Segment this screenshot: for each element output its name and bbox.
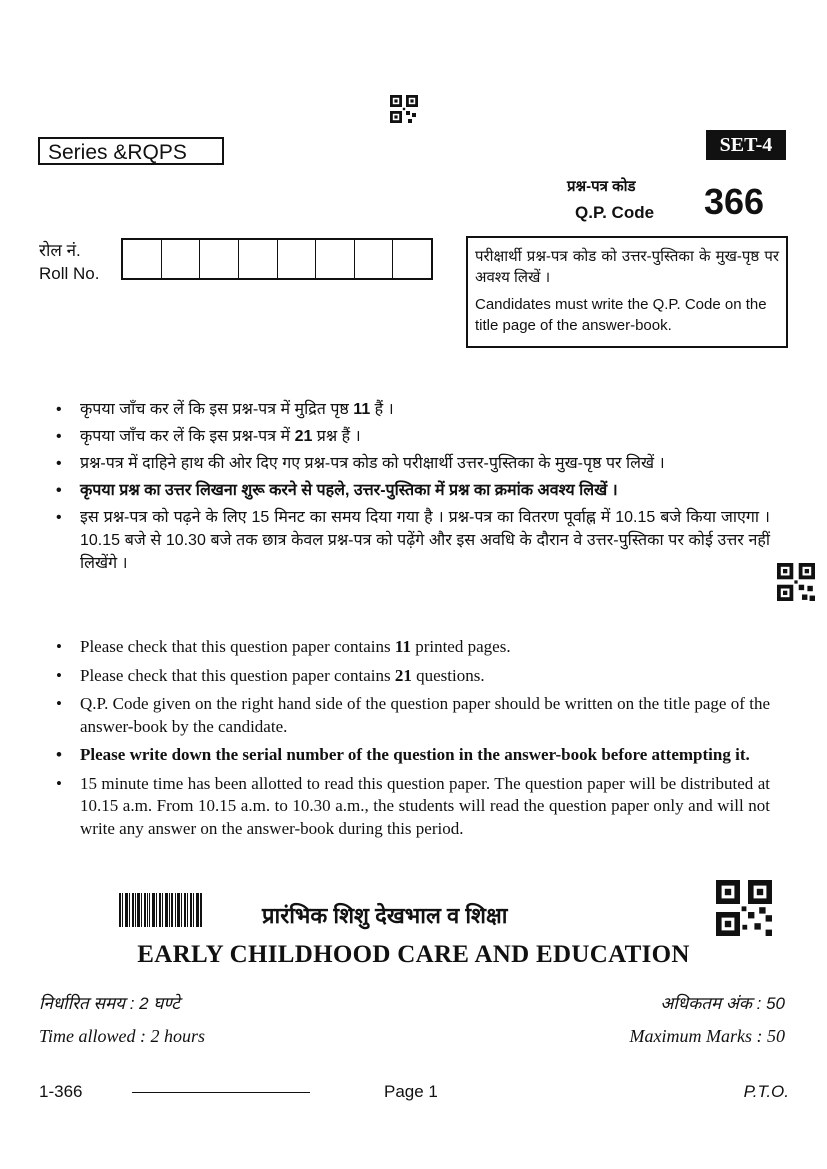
roll-box[interactable] — [316, 240, 355, 278]
footer-paper-code: 1-366 — [39, 1082, 83, 1101]
instruction-item: • कृपया प्रश्न का उत्तर लिखना शुरू करने से पहले, उत्तर-पुस्तिका में प्रश्न का क्रमांक अवश्य लिखें । — [52, 479, 770, 502]
roll-box[interactable] — [278, 240, 317, 278]
subject-title-english: EARLY CHILDHOOD CARE AND EDUCATION — [137, 941, 690, 968]
maximum-marks-hindi: अधिकतम अंक : 50 — [660, 994, 785, 1013]
instructions-english — [52, 636, 770, 846]
instruction-item: • इस प्रश्न-पत्र को पढ़ने के लिए 15 मिनट का समय दिया गया है । प्रश्न-पत्र का वितरण पूर्वाह्न में 10.15 बजे किया जाएगा । 10.15 बजे से 10.30 बजे तक छात्र केवल प्रश्न-पत्र को पढ़ेंगे और इस अवधि के दौरान वे उत्तर-पुस्तिका पर कोई उत्तर नहीं लिखेंगे । — [52, 506, 770, 575]
roll-box[interactable] — [239, 240, 278, 278]
roll-box[interactable] — [123, 240, 162, 278]
qr-code-top — [390, 95, 418, 123]
set-badge: SET-4 — [706, 130, 786, 160]
instruction-item: • कृपया जाँच कर लें कि इस प्रश्न-पत्र में 21 प्रश्न हैं । — [52, 425, 770, 448]
roll-box[interactable] — [162, 240, 201, 278]
roll-label-english: Roll No. — [39, 264, 100, 283]
maximum-marks-english: Maximum Marks : 50 — [629, 1026, 785, 1046]
instructions-hindi — [52, 398, 770, 579]
qp-code-number: 366 — [704, 181, 765, 222]
roll-box[interactable] — [355, 240, 394, 278]
instruction-item: • Please write down the serial number of the question in the answer-book before attempting it. — [52, 744, 770, 767]
barcode — [119, 893, 203, 927]
instruction-item: • कृपया जाँच कर लें कि इस प्रश्न-पत्र में मुद्रित पृष्ठ 11 हैं । — [52, 398, 770, 421]
qp-code-label-hindi: प्रश्न-पत्र कोड — [567, 178, 636, 195]
footer-divider — [132, 1092, 310, 1093]
footer-page-number: Page 1 — [384, 1082, 438, 1101]
subject-title-hindi: प्रारंभिक शिशु देखभाल व शिक्षा — [262, 903, 508, 928]
roll-label-hindi: रोल नं. — [39, 241, 81, 260]
instruction-item: • 15 minute time has been allotted to read this question paper. The question paper will be distributed at 10.15 a.m. From 10.15 a.m. to 10.30 a.m., the students will read the question paper only and will not write any answer on the answer-book during this period. — [52, 773, 770, 841]
qp-code-note-box — [466, 236, 788, 348]
roll-number-boxes[interactable] — [121, 238, 433, 280]
qp-code-note-hindi: परीक्षार्थी प्रश्न-पत्र कोड को उत्तर-पुस्तिका के मुख-पृष्ठ पर अवश्य लिखें । — [475, 248, 779, 286]
time-allowed-hindi: निर्धारित समय : 2 घण्टे — [39, 994, 180, 1013]
footer-pto: P.T.O. — [743, 1082, 789, 1101]
roll-box[interactable] — [200, 240, 239, 278]
instruction-item: • Q.P. Code given on the right hand side of the question paper should be written on the title page of the answer-book by the candidate. — [52, 693, 770, 738]
series-label: Series &RQPS — [38, 137, 224, 165]
qr-code-subject — [716, 880, 772, 936]
instruction-item: • Please check that this question paper contains 21 questions. — [52, 665, 770, 688]
instruction-item: • Please check that this question paper contains 11 printed pages. — [52, 636, 770, 659]
qp-code-note-english: Candidates must write the Q.P. Code on the title page of the answer-book. — [475, 296, 767, 334]
roll-box[interactable] — [393, 240, 431, 278]
time-allowed-english: Time allowed : 2 hours — [39, 1026, 206, 1046]
instruction-item: • प्रश्न-पत्र में दाहिने हाथ की ओर दिए गए प्रश्न-पत्र कोड को परीक्षार्थी उत्तर-पुस्तिका के मुख-पृष्ठ पर लिखें । — [52, 452, 770, 475]
qp-code-label-english: Q.P. Code — [575, 203, 655, 222]
qr-code-side — [777, 563, 815, 601]
